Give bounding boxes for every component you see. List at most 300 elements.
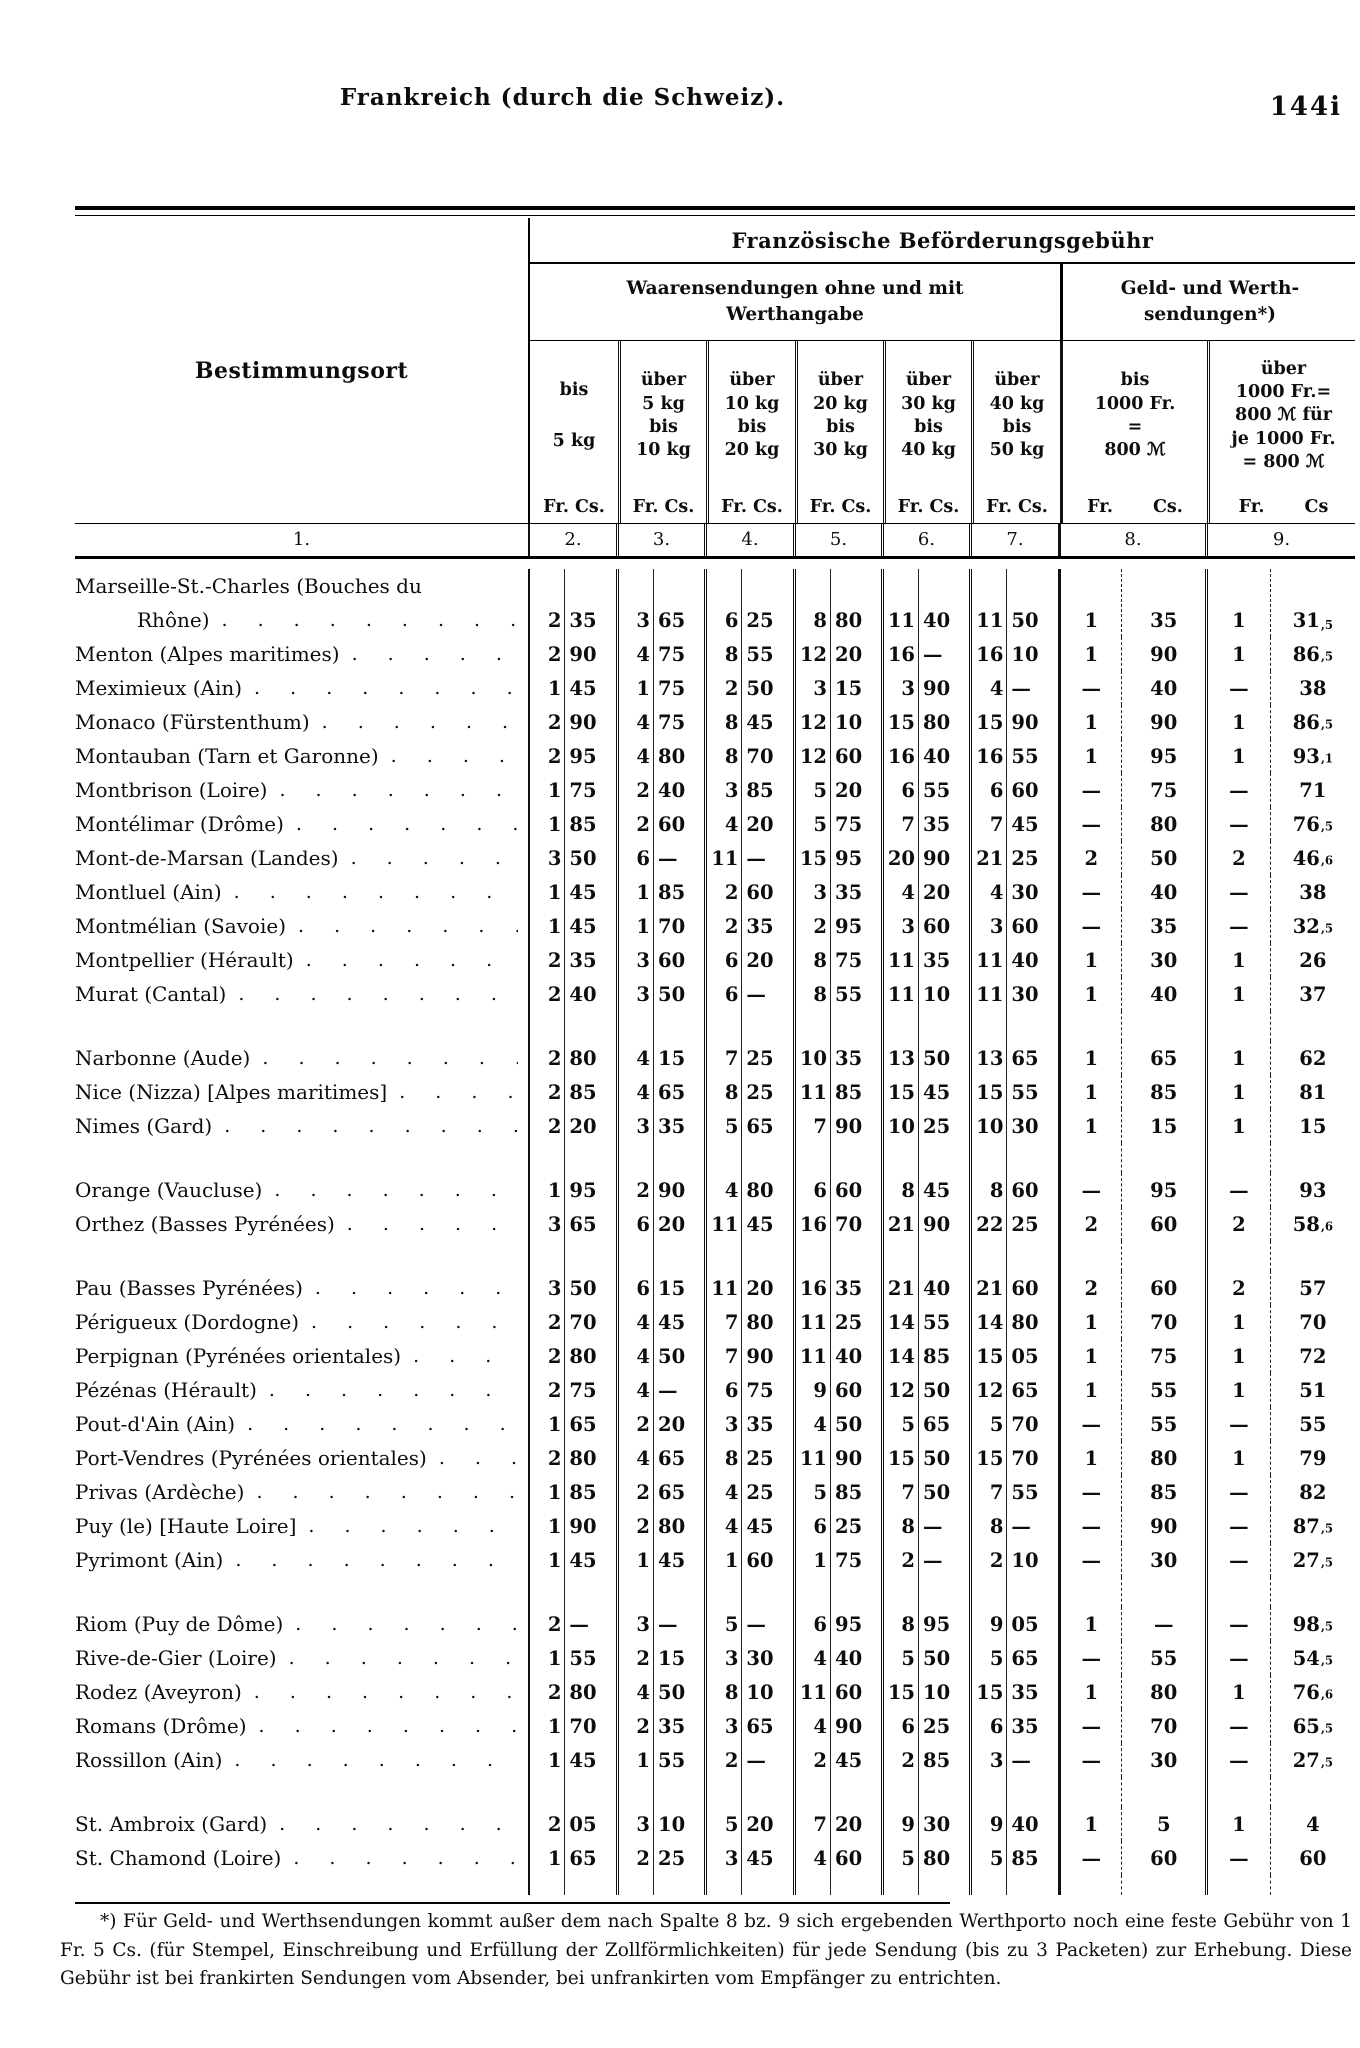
fare-centimes: 50 [918,1373,969,1407]
table-row [75,1339,1355,1373]
fare-cell [881,671,969,705]
fare-francs: 2 [636,1514,650,1538]
fare-francs: 6 [813,1514,827,1538]
fare-francs: 4 [901,880,915,904]
fare-francs: 2 [547,948,562,972]
fare-cell [881,1641,969,1675]
fare-cell [528,1041,616,1075]
fare-francs: 2 [1232,846,1246,870]
fare-cell [969,807,1058,841]
fare-cell [793,1143,881,1173]
fare-fraction: ,6 [1320,853,1334,868]
fare-centimes: 25 [1006,841,1058,875]
fare-centimes: 45 [741,705,793,739]
fare-francs: 11 [799,1080,827,1104]
fare-francs: 12 [887,1378,915,1402]
fare-centimes: 15 [653,1271,704,1305]
fare-cell [969,1173,1058,1207]
fare-centimes: 60 [830,1173,881,1207]
fare-cell [793,637,881,671]
fare-francs: 15 [976,1446,1004,1470]
fare-cell [793,841,881,875]
fare-cell [704,705,793,739]
fare-francs: 7 [724,1310,739,1334]
header-label: 20 kg [813,393,868,414]
fare-francs: 4 [636,1310,650,1334]
table-row [75,1109,1355,1143]
fare-francs: 2 [724,880,739,904]
fare-cell [704,1241,793,1271]
fare-cell [1058,1075,1205,1109]
destination-cell [75,1807,528,1841]
fare-centimes: 20 [741,807,793,841]
fare-cell [793,1875,881,1895]
fare-francs: 2 [547,1612,562,1636]
fare-cell [704,841,793,875]
fare-cell [704,1407,793,1441]
fare-francs: 1 [547,812,562,836]
fare-francs: 7 [724,1344,739,1368]
fare-centimes [1006,1143,1058,1173]
fare-cell [881,1875,969,1895]
destination-name: Perpignan (Pyrénées orientales) [75,1344,402,1368]
fare-cell [528,1743,616,1777]
fare-fraction: ,5 [1320,1755,1334,1770]
fare-cell [793,1607,881,1641]
fare-cell [1205,875,1355,909]
fare-cell [616,1075,704,1109]
fare-francs: 3 [901,914,915,938]
fare-francs: 7 [901,1480,915,1504]
page-title: Frankreich (durch die Schweiz). [339,84,786,111]
fare-centimes: 85 [741,773,793,807]
destination-name: Montluel (Ain) [75,880,222,904]
fare-cell [616,1807,704,1841]
fare-cell [881,1305,969,1339]
fare-centimes: 90 [918,1207,969,1241]
fare-fraction: ,6 [1320,1219,1334,1234]
fare-centimes: 50 [830,1407,881,1441]
fare-centimes [830,1875,881,1895]
fare-cell [881,977,969,1011]
fare-cell [881,569,969,637]
fare-cell [1058,977,1205,1011]
dot-leader [224,1115,518,1137]
fare-centimes: 55 [1121,1373,1205,1407]
fare-cell [1058,1743,1205,1777]
fare-cell [881,1441,969,1475]
fare-centimes: 70 [741,739,793,773]
fare-fraction: ,5 [1320,649,1334,664]
fare-francs: 2 [813,914,827,938]
fare-francs: 2 [547,1378,562,1402]
fare-centimes: 38 [1270,875,1355,909]
destination-name: Pout-d'Ain (Ain) [75,1412,236,1436]
fare-francs: 1 [1232,948,1246,972]
header-label: 5 kg [642,393,685,414]
fare-cell [793,1543,881,1577]
fare-cell [1058,909,1205,943]
fare-cell [1205,1709,1355,1743]
fare-centimes: 75 [830,807,881,841]
fare-centimes: 50 [653,1339,704,1373]
fare-francs: 2 [636,1714,650,1738]
fare-centimes: 70 [1270,1305,1355,1339]
destination-cell [75,773,528,807]
fare-francs: 1 [1232,1080,1246,1104]
fare-centimes [653,1143,704,1173]
fare-cell [881,1041,969,1075]
fare-centimes: 35 [564,943,616,977]
fare-cell [704,1777,793,1807]
column-number-9: 9. [1205,524,1355,556]
fare-centimes: 57 [1270,1271,1355,1305]
fare-cell [969,1543,1058,1577]
table-row [75,1475,1355,1509]
fare-cell [1205,1441,1355,1475]
destination-name: Montmélian (Savoie) [75,914,286,938]
fare-cell [969,1475,1058,1509]
fare-centimes: 35 [830,1041,881,1075]
fare-cell [1205,1041,1355,1075]
fare-cell [616,773,704,807]
fare-francs: — [1081,778,1101,802]
fare-centimes: 35 [1121,569,1205,637]
fare-cell [793,1709,881,1743]
fare-francs: 1 [1232,1310,1246,1334]
fare-cell [1205,977,1355,1011]
fare-francs: 4 [813,1646,827,1670]
fare-cell [881,1577,969,1607]
fare-francs: 2 [989,1548,1004,1572]
fare-centimes: 65 [653,1441,704,1475]
fare-francs: 6 [636,1276,650,1300]
fare-cell [616,1543,704,1577]
fare-cell [881,1241,969,1271]
fare-francs [1208,1875,1270,1895]
fare-cell [704,1305,793,1339]
dot-leader [298,915,518,937]
fare-francs [796,1011,830,1041]
fare-centimes: 80 [918,705,969,739]
fare-francs: 14 [887,1310,915,1334]
fare-cell [1205,1743,1355,1777]
table-row [75,1305,1355,1339]
fare-centimes: 40 [918,569,969,637]
fare-francs [1208,1241,1270,1271]
fare-francs: 11 [976,948,1004,972]
fare-cell [616,1743,704,1777]
fare-centimes: 82 [1270,1475,1355,1509]
dot-leader [399,1081,518,1103]
fare-cell [616,807,704,841]
fare-francs: 5 [724,1812,739,1836]
fare-cell [881,1509,969,1543]
fare-centimes: 60 [653,807,704,841]
fare-francs: 5 [989,1846,1004,1870]
fare-centimes: 80 [1006,1305,1058,1339]
destination-cell [75,671,528,705]
fare-cell [1058,705,1205,739]
fare-francs: 1 [1084,982,1099,1006]
fare-cell [881,1271,969,1305]
fare-francs [530,1875,564,1895]
fare-francs: 4 [636,1046,650,1070]
fare-francs [530,1241,564,1271]
fare-centimes: 80 [653,739,704,773]
fare-centimes: 65 [653,1075,704,1109]
fare-cell [616,1841,704,1875]
fare-centimes [1121,1011,1205,1041]
header-label: bis [649,417,678,437]
fare-centimes: 50 [564,841,616,875]
fare-centimes: 45 [564,1543,616,1577]
fare-francs: 4 [636,642,650,666]
fare-cell [881,637,969,671]
table-row [75,841,1355,875]
fare-francs: 3 [547,1212,562,1236]
fare-francs [619,1241,653,1271]
fare-francs: 13 [887,1046,915,1070]
fare-francs: 1 [636,914,650,938]
fare-francs: 2 [547,1446,562,1470]
fare-cell [704,977,793,1011]
currency-unit-label: Fr. Cs. [986,497,1048,517]
fare-francs: 2 [547,609,562,632]
fare-centimes: — [1006,1509,1058,1543]
fare-francs: 1 [1084,1812,1099,1836]
header-label: 1000 Fr. [1094,393,1176,414]
column-header-labels [1063,341,1207,491]
fare-francs: 1 [1232,1114,1246,1138]
fare-francs: 21 [887,1212,915,1236]
column-header-labels [1210,341,1357,491]
fare-cell [881,1543,969,1577]
fare-francs: 11 [799,1310,827,1334]
fare-centimes [1121,1241,1205,1271]
fare-cell [1058,1207,1205,1241]
fare-centimes: — [653,841,704,875]
fare-francs [1061,1875,1121,1895]
fare-cell [793,1241,881,1271]
fare-centimes: 10 [653,1807,704,1841]
fare-cell [1205,1271,1355,1305]
fare-centimes: 35 [741,909,793,943]
dot-leader [322,711,518,733]
table-row [75,1271,1355,1305]
column-number-6: 6. [881,524,969,556]
dot-leader [311,1311,518,1333]
fare-centimes [830,1143,881,1173]
fare-centimes: 93 ,1 [1270,739,1355,773]
fare-francs: 2 [1232,1276,1246,1300]
fare-francs [972,1577,1006,1607]
fare-cell [1205,1841,1355,1875]
fare-cell [1205,1143,1355,1173]
fare-cell [793,739,881,773]
fare-cell [969,1841,1058,1875]
fare-centimes [1270,1777,1355,1807]
fare-francs: 1 [547,1714,562,1738]
fare-cell [528,1241,616,1271]
fare-cell [793,1675,881,1709]
dot-leader [256,1481,518,1503]
fare-cell [881,943,969,977]
fare-francs: 10 [799,1046,827,1070]
header-label: 30 kg [813,440,868,461]
fare-centimes [830,1241,881,1271]
fare-centimes: 30 [1006,977,1058,1011]
fare-centimes: 4 [1270,1807,1355,1841]
fare-centimes: 45 [564,1743,616,1777]
table-row [75,909,1355,943]
header-label: über [729,370,775,391]
fare-cell [793,671,881,705]
fare-francs: 6 [813,1612,827,1636]
fare-cell [969,909,1058,943]
fare-centimes: 90 [564,1509,616,1543]
fare-francs: 16 [887,744,915,768]
fare-centimes: 80 [741,1173,793,1207]
fare-cell [704,1543,793,1577]
header-label: über [905,370,952,391]
destination-name: Montélimar (Drôme) [75,812,284,836]
fare-cell [528,1173,616,1207]
fare-centimes: 40 [1006,1807,1058,1841]
fare-francs: — [1081,914,1101,938]
fare-francs: — [1229,1748,1249,1772]
fare-francs [707,1577,741,1607]
fare-francs: 2 [636,1480,650,1504]
fare-francs: 4 [636,1344,650,1368]
table-row [75,1543,1355,1577]
column-header-labels [798,341,883,491]
fare-cell [616,1041,704,1075]
fare-centimes: 65 [741,1709,793,1743]
fare-centimes: 65 [653,1475,704,1509]
fare-francs: 2 [636,1646,650,1670]
fare-cell [1058,1543,1205,1577]
destination-name: Rive-de-Gier (Loire) [75,1646,277,1670]
fare-centimes: 25 [918,1109,969,1143]
fare-centimes: 70 [830,1207,881,1241]
fare-cell [969,671,1058,705]
fare-francs: 7 [813,1812,827,1836]
table-row [75,569,1355,637]
fare-francs: 5 [989,1646,1004,1670]
fare-francs [796,1777,830,1807]
footnote-text: *) Für Geld- und Werthsendungen kommt außer dem nach Spalte 8 bz. 9 sich ergebenden Werthporto noch eine feste Gebühr von 1 Fr. 5 Cs. (für Stempel, Einschreibung und Erfüllung der Zollförmlichkeiten) für jede Sendung (bis zu 3 Packeten) zur Erhebung. Diese Gebühr ist bei frankirten Sendungen vom Absender, bei unfrankirten vom Empfänger zu entrichten. [60,1911,1352,1990]
destination-name: Romans (Drôme) [75,1714,247,1738]
fare-francs: 2 [547,1114,562,1138]
fare-centimes [741,1241,793,1271]
fare-centimes: 20 [830,773,881,807]
fare-cell [1205,1509,1355,1543]
fare-francs [707,1875,741,1895]
destination-name-line2: Rhône) [137,608,210,632]
fare-centimes: 79 [1270,1441,1355,1475]
fare-francs: 15 [976,1344,1004,1368]
fare-cell [1205,705,1355,739]
spacer-row [75,1577,1355,1607]
fare-francs: 11 [976,609,1004,632]
fare-centimes: 35 [653,1109,704,1143]
fare-cell [793,1109,881,1143]
table-row [75,875,1355,909]
fare-cell [793,1173,881,1207]
fare-cell [528,1441,616,1475]
fare-centimes: 50 [918,1475,969,1509]
table-body [75,559,1355,1895]
fare-centimes [564,1777,616,1807]
header-label: 1000 Fr.= [1235,381,1332,402]
header-label: = 800 ℳ [1242,452,1325,473]
destination-cell [75,1207,528,1241]
fare-centimes: 90 [830,1709,881,1743]
fare-francs: 2 [547,642,562,666]
fare-cell [793,1475,881,1509]
fare-francs: 4 [636,1680,650,1704]
destination-name: Pyrimont (Ain) [75,1548,224,1572]
fare-cell [1058,1577,1205,1607]
fare-cell [704,739,793,773]
fare-francs: 4 [636,744,650,768]
fare-centimes: 95 [830,1607,881,1641]
destination-name: Nimes (Gard) [75,1114,213,1138]
header-label: 10 kg [724,393,780,414]
fare-cell [616,1607,704,1641]
dot-leader [279,1813,518,1835]
fare-francs: 1 [1084,1680,1099,1704]
fare-francs: 12 [799,710,827,734]
fare-francs: 1 [636,880,650,904]
currency-unit-label: Fr. Cs. [721,497,783,517]
fare-cell [793,1075,881,1109]
fare-cell [969,1339,1058,1373]
column-number-8: 8. [1058,524,1205,556]
table-row [75,1641,1355,1675]
fare-francs [619,1577,653,1607]
destination-cell [75,977,528,1011]
currency-unit-label: Fr. Cs. [543,497,605,517]
fare-francs [884,1875,918,1895]
fare-cell [793,1271,881,1305]
fare-cell [881,1807,969,1841]
destination-cell [75,1743,528,1777]
fare-cell [1205,841,1355,875]
fare-centimes: — [918,1509,969,1543]
table-row [75,1807,1355,1841]
spacer-row [75,1777,1355,1807]
fare-francs: 3 [636,609,650,632]
column-number-3: 3. [616,524,704,556]
fare-cell [1205,1109,1355,1143]
fare-cell [528,637,616,671]
fare-cell [528,841,616,875]
destination-cell [75,909,528,943]
header-label: 800 ℳ für [1235,405,1332,426]
fare-cell [704,1339,793,1373]
fare-centimes: 85 [564,1075,616,1109]
fare-francs: 7 [724,1046,739,1070]
fare-centimes: 90 [564,637,616,671]
fare-francs: 9 [989,1812,1004,1836]
fare-francs: 1 [1084,744,1099,768]
fare-centimes: 60 [1006,909,1058,943]
fare-cell [881,1075,969,1109]
fare-centimes: 25 [830,1305,881,1339]
fare-francs: 3 [813,676,827,700]
